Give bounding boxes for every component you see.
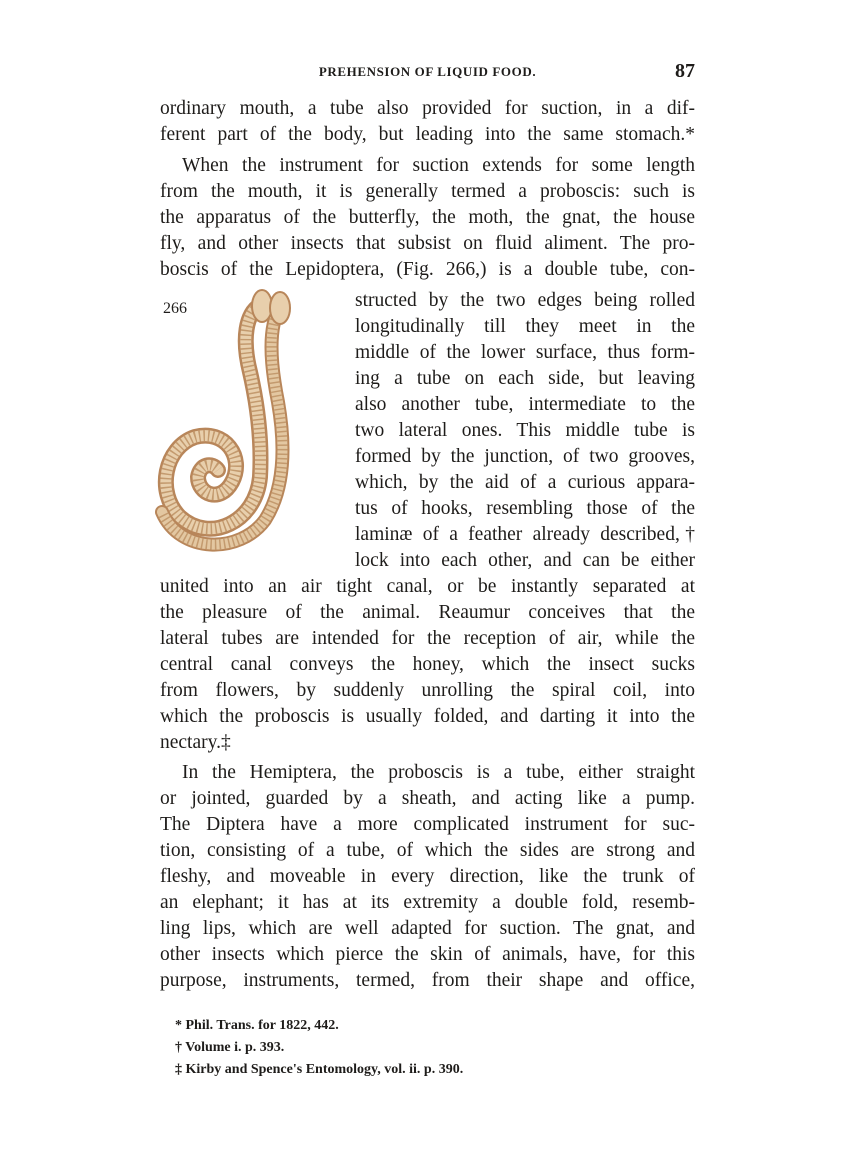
text-line: also another tube, intermediate to the: [355, 394, 695, 415]
text-line: ferent part of the body, but leading into the same stomach.*: [160, 124, 695, 145]
text-line: an elephant; it has at its extremity a double fold, resemb-: [160, 892, 695, 913]
text-line: from flowers, by suddenly unrolling the spiral coil, into: [160, 680, 695, 701]
page-number: 87: [675, 60, 695, 82]
proboscis-tip-left: [252, 290, 272, 322]
text-line: The Diptera have a more complicated instrument for suc-: [160, 814, 695, 835]
text-line: nectary.‡: [160, 732, 231, 753]
text-line: tus of hooks, resembling those of the: [355, 498, 695, 519]
text-line: fleshy, and moveable in every direction, like the trunk of: [160, 866, 695, 887]
footnote: † Volume i. p. 393.: [175, 1040, 285, 1055]
page-header: [160, 60, 695, 86]
text-line: When the instrument for suction extends for some length: [182, 155, 695, 176]
text-line: central canal conveys the honey, which the insect sucks: [160, 654, 695, 675]
text-line: purpose, instruments, termed, from their shape and office,: [160, 970, 695, 991]
text-line: lock into each other, and can be either: [355, 550, 695, 571]
proboscis-figure: [150, 282, 350, 562]
text-line: tion, consisting of a tube, of which the sides are strong and: [160, 840, 695, 861]
proboscis-tip-right: [270, 292, 290, 324]
text-line: fly, and other insects that subsist on fluid aliment. The pro-: [160, 233, 695, 254]
text-line: lateral tubes are intended for the reception of air, while the: [160, 628, 695, 649]
text-line: ing a tube on each side, but leaving: [355, 368, 695, 389]
footnote: ‡ Kirby and Spence's Entomology, vol. ii. p. 390.: [175, 1062, 464, 1077]
text-line: the apparatus of the butterfly, the moth, the gnat, the house: [160, 207, 695, 228]
text-line: ordinary mouth, a tube also provided for suction, in a dif-: [160, 98, 695, 119]
text-line: In the Hemiptera, the proboscis is a tube, either straight: [182, 762, 695, 783]
text-line: ling lips, which are well adapted for suction. The gnat, and: [160, 918, 695, 939]
text-line: structed by the two edges being rolled: [355, 290, 695, 311]
text-line: or jointed, guarded by a sheath, and acting like a pump.: [160, 788, 695, 809]
text-line: which, by the aid of a curious appara-: [355, 472, 695, 493]
text-line: formed by the junction, of two grooves,: [355, 446, 695, 467]
text-line: two lateral ones. This middle tube is: [355, 420, 695, 441]
text-line: united into an air tight canal, or be instantly separated at: [160, 576, 695, 597]
text-line: the pleasure of the animal. Reaumur conceives that the: [160, 602, 695, 623]
text-line: other insects which pierce the skin of animals, have, for this: [160, 944, 695, 965]
footnote: * Phil. Trans. for 1822, 442.: [175, 1018, 339, 1033]
text-line: boscis of the Lepidoptera, (Fig. 266,) is a double tube, con-: [160, 259, 695, 280]
text-line: which the proboscis is usually folded, and darting it into the: [160, 706, 695, 727]
text-line: from the mouth, it is generally termed a proboscis: such is: [160, 181, 695, 202]
figure-label: 266: [163, 300, 187, 317]
text-line: middle of the lower surface, thus form-: [355, 342, 695, 363]
running-head: PREHENSION OF LIQUID FOOD.: [318, 64, 537, 79]
text-line: longitudinally till they meet in the: [355, 316, 695, 337]
text-line: laminæ of a feather already described,†: [355, 524, 695, 545]
